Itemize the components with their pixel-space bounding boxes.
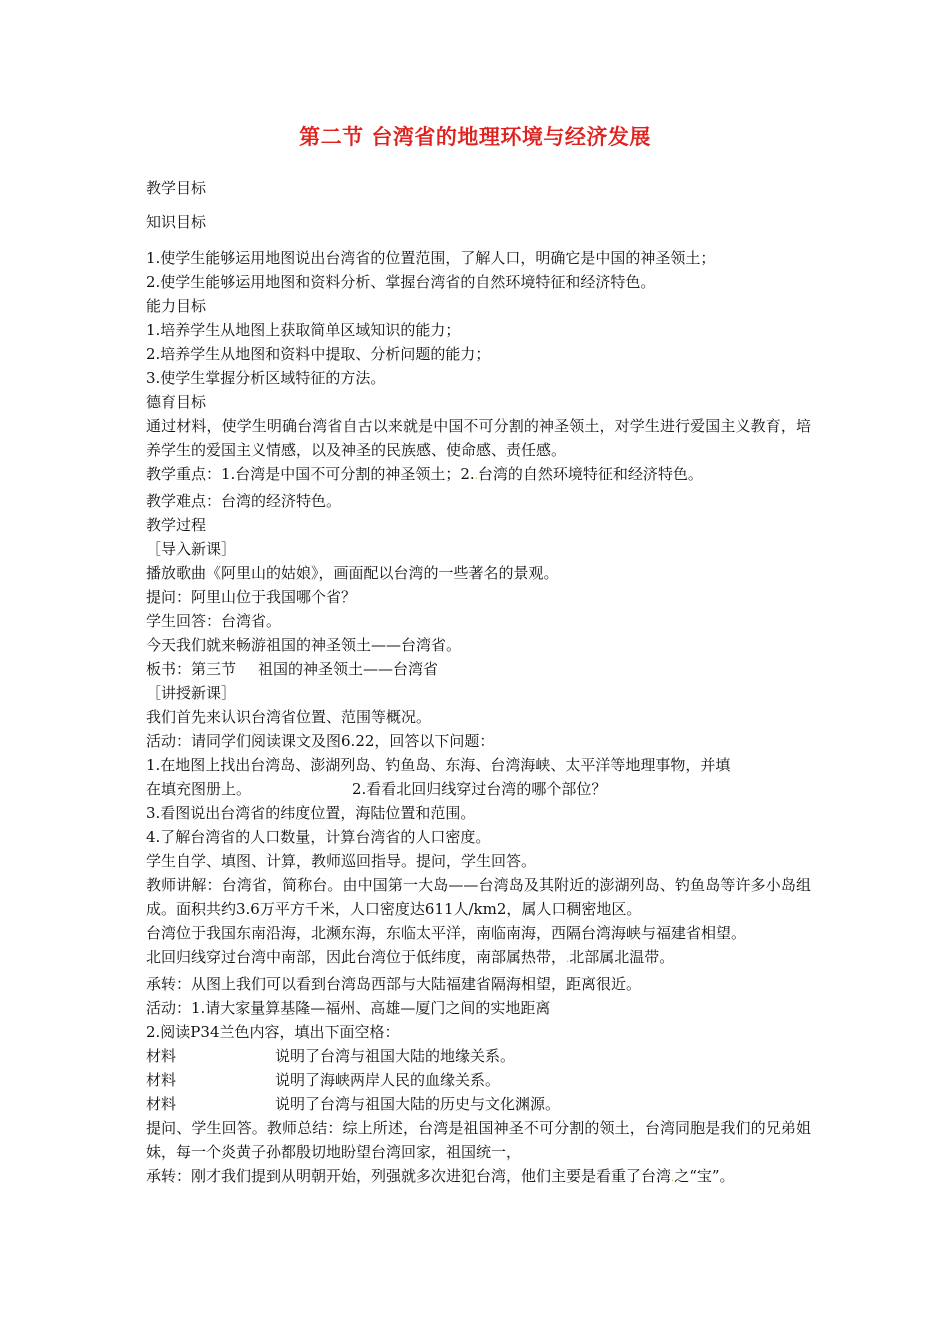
material-text-2: 说明了海峡两岸人民的血缘关系。 xyxy=(275,1071,501,1089)
teacher-explanation: 教师讲解：台湾省，简称台。由中国第一大岛——台湾岛及其附近的澎湖列岛、钓鱼岛等许多小岛组成。面积共约3.6万平方千米，人口密度达611人/km2，属人口稠密地区。 xyxy=(146,876,811,918)
teacher-summary: 提问、学生回答。教师总结：综上所述，台湾是祖国神圣不可分割的领土，台湾同胞是我们的兄弟姐妹，每一个炎黄子孙都殷切地盼望台湾回家，祖国统一， xyxy=(146,1119,811,1161)
question-1-continuation: 在填充图册上。 xyxy=(146,780,252,798)
question-4: 4.了解台湾省的人口数量，计算台湾省的人口密度。 xyxy=(146,828,491,846)
intro-line-1: 播放歌曲《阿里山的姑娘》，画面配以台湾的一些著名的景观。 xyxy=(146,564,559,582)
teach-line-11-part-2: 之“宝”。 xyxy=(674,1167,735,1185)
heading-moral-goals: 德育目标 xyxy=(146,393,207,411)
material-label: 材料 xyxy=(146,1047,177,1065)
board-writing-text: 祖国的神圣领土——台湾省 xyxy=(258,660,439,678)
material-label: 材料 xyxy=(146,1071,177,1089)
ability-item-2: 2.培养学生从地图和资料中提取、分析问题的能力； xyxy=(146,345,491,363)
ability-item-3: 3.使学生掌握分析区域特征的方法。 xyxy=(146,369,386,387)
teach-line-11-part-1: 承转：刚才我们提到从明朝开始，列强就多次进犯台湾，他们主要是看重了台湾 xyxy=(146,1167,672,1185)
material-row-3 xyxy=(146,1092,811,1116)
intro-line-3: 学生回答：台湾省。 xyxy=(146,612,282,630)
teach-line-3: 学生自学、填图、计算，教师巡回指导。提问，学生回答。 xyxy=(146,852,537,870)
material-row-1 xyxy=(146,1044,811,1068)
teach-line-6-part-2: 北部属北温带。 xyxy=(569,948,675,966)
heading-teaching-process: 教学过程 xyxy=(146,516,207,534)
intro-line-4: 今天我们就来畅游祖国的神圣领土——台湾省。 xyxy=(146,636,462,654)
key-points-part-2: 台湾的自然环境特征和经济特色。 xyxy=(477,465,703,483)
key-points-part-1: 教学重点：1.台湾是中国不可分割的神圣领土；2. xyxy=(146,465,475,483)
material-label: 材料 xyxy=(146,1095,177,1113)
heading-ability-goals: 能力目标 xyxy=(146,297,207,315)
question-1: 1.在地图上找出台湾岛、澎湖列岛、钓鱼岛、东海、台湾海峡、太平洋等地理事物，并填 xyxy=(146,756,731,774)
question-3: 3.看图说出台湾省的纬度位置，海陆位置和范围。 xyxy=(146,804,476,822)
material-text-1: 说明了台湾与祖国大陆的地缘关系。 xyxy=(275,1047,516,1065)
key-points xyxy=(146,462,811,489)
moral-goal-text: 通过材料，使学生明确台湾省自古以来就是中国不可分割的神圣领土，对学生进行爱国主义教育，培养学生的爱国主义情感，以及神圣的民族感、使命感、责任感。 xyxy=(146,417,811,459)
teach-line-1: 我们首先来认识台湾省位置、范围等概况。 xyxy=(146,708,432,726)
teach-line-5: 台湾位于我国东南沿海，北濒东海，东临太平洋，南临南海，西隔台湾海峡与福建省相望。 xyxy=(146,924,747,942)
heading-knowledge-goals: 知识目标 xyxy=(146,213,207,231)
board-writing-label: 板书：第三节 xyxy=(146,660,237,678)
teach-line-8: 活动：1.请大家量算基隆—福州、高雄—厦门之间的实地距离 xyxy=(146,999,551,1017)
stray-dot-mark: . xyxy=(671,1173,675,1184)
question-1-cont-and-question-2 xyxy=(146,777,811,801)
heading-teaching-goals: 教学目标 xyxy=(146,179,207,197)
question-2: 2.看看北回归线穿过台湾的哪个部位？ xyxy=(352,780,607,798)
material-text-3: 说明了台湾与祖国大陆的历史与文化渊源。 xyxy=(275,1095,561,1113)
teach-line-7: 承转：从图上我们可以看到台湾岛西部与大陆福建省隔海相望，距离很近。 xyxy=(146,975,642,993)
material-row-2 xyxy=(146,1068,811,1092)
ability-item-1: 1.培养学生从地图上获取简单区域知识的能力； xyxy=(146,321,461,339)
knowledge-item-1: 1.使学生能够运用地图说出台湾省的位置范围，了解人口，明确它是中国的神圣领土； xyxy=(146,249,716,267)
section-intro-tag: ［导入新课］ xyxy=(146,540,237,558)
teach-line-11 xyxy=(146,1164,811,1191)
activity-line: 活动：请同学们阅读课文及图6.22，回答以下问题： xyxy=(146,732,495,750)
teach-line-9: 2.阅读P34兰色内容，填出下面空格： xyxy=(146,1023,400,1041)
teach-line-6-part-1: 北回归线穿过台湾中南部，因此台湾位于低纬度，南部属热带， xyxy=(146,948,567,966)
document-body xyxy=(146,176,811,1191)
document-title: 第二节 台湾省的地理环境与经济发展 xyxy=(299,125,651,149)
section-teach-tag: ［讲授新课］ xyxy=(146,684,237,702)
difficult-points: 教学难点：台湾的经济特色。 xyxy=(146,492,342,510)
knowledge-item-2: 2.使学生能够运用地图和资料分析、掌握台湾省的自然环境特征和经济特色。 xyxy=(146,273,656,291)
stray-dot-mark: . xyxy=(474,471,478,482)
board-writing xyxy=(146,657,811,681)
intro-line-2: 提问：阿里山位于我国哪个省？ xyxy=(146,588,357,606)
stray-dot-mark: . xyxy=(566,954,570,965)
teach-line-6 xyxy=(146,945,811,972)
